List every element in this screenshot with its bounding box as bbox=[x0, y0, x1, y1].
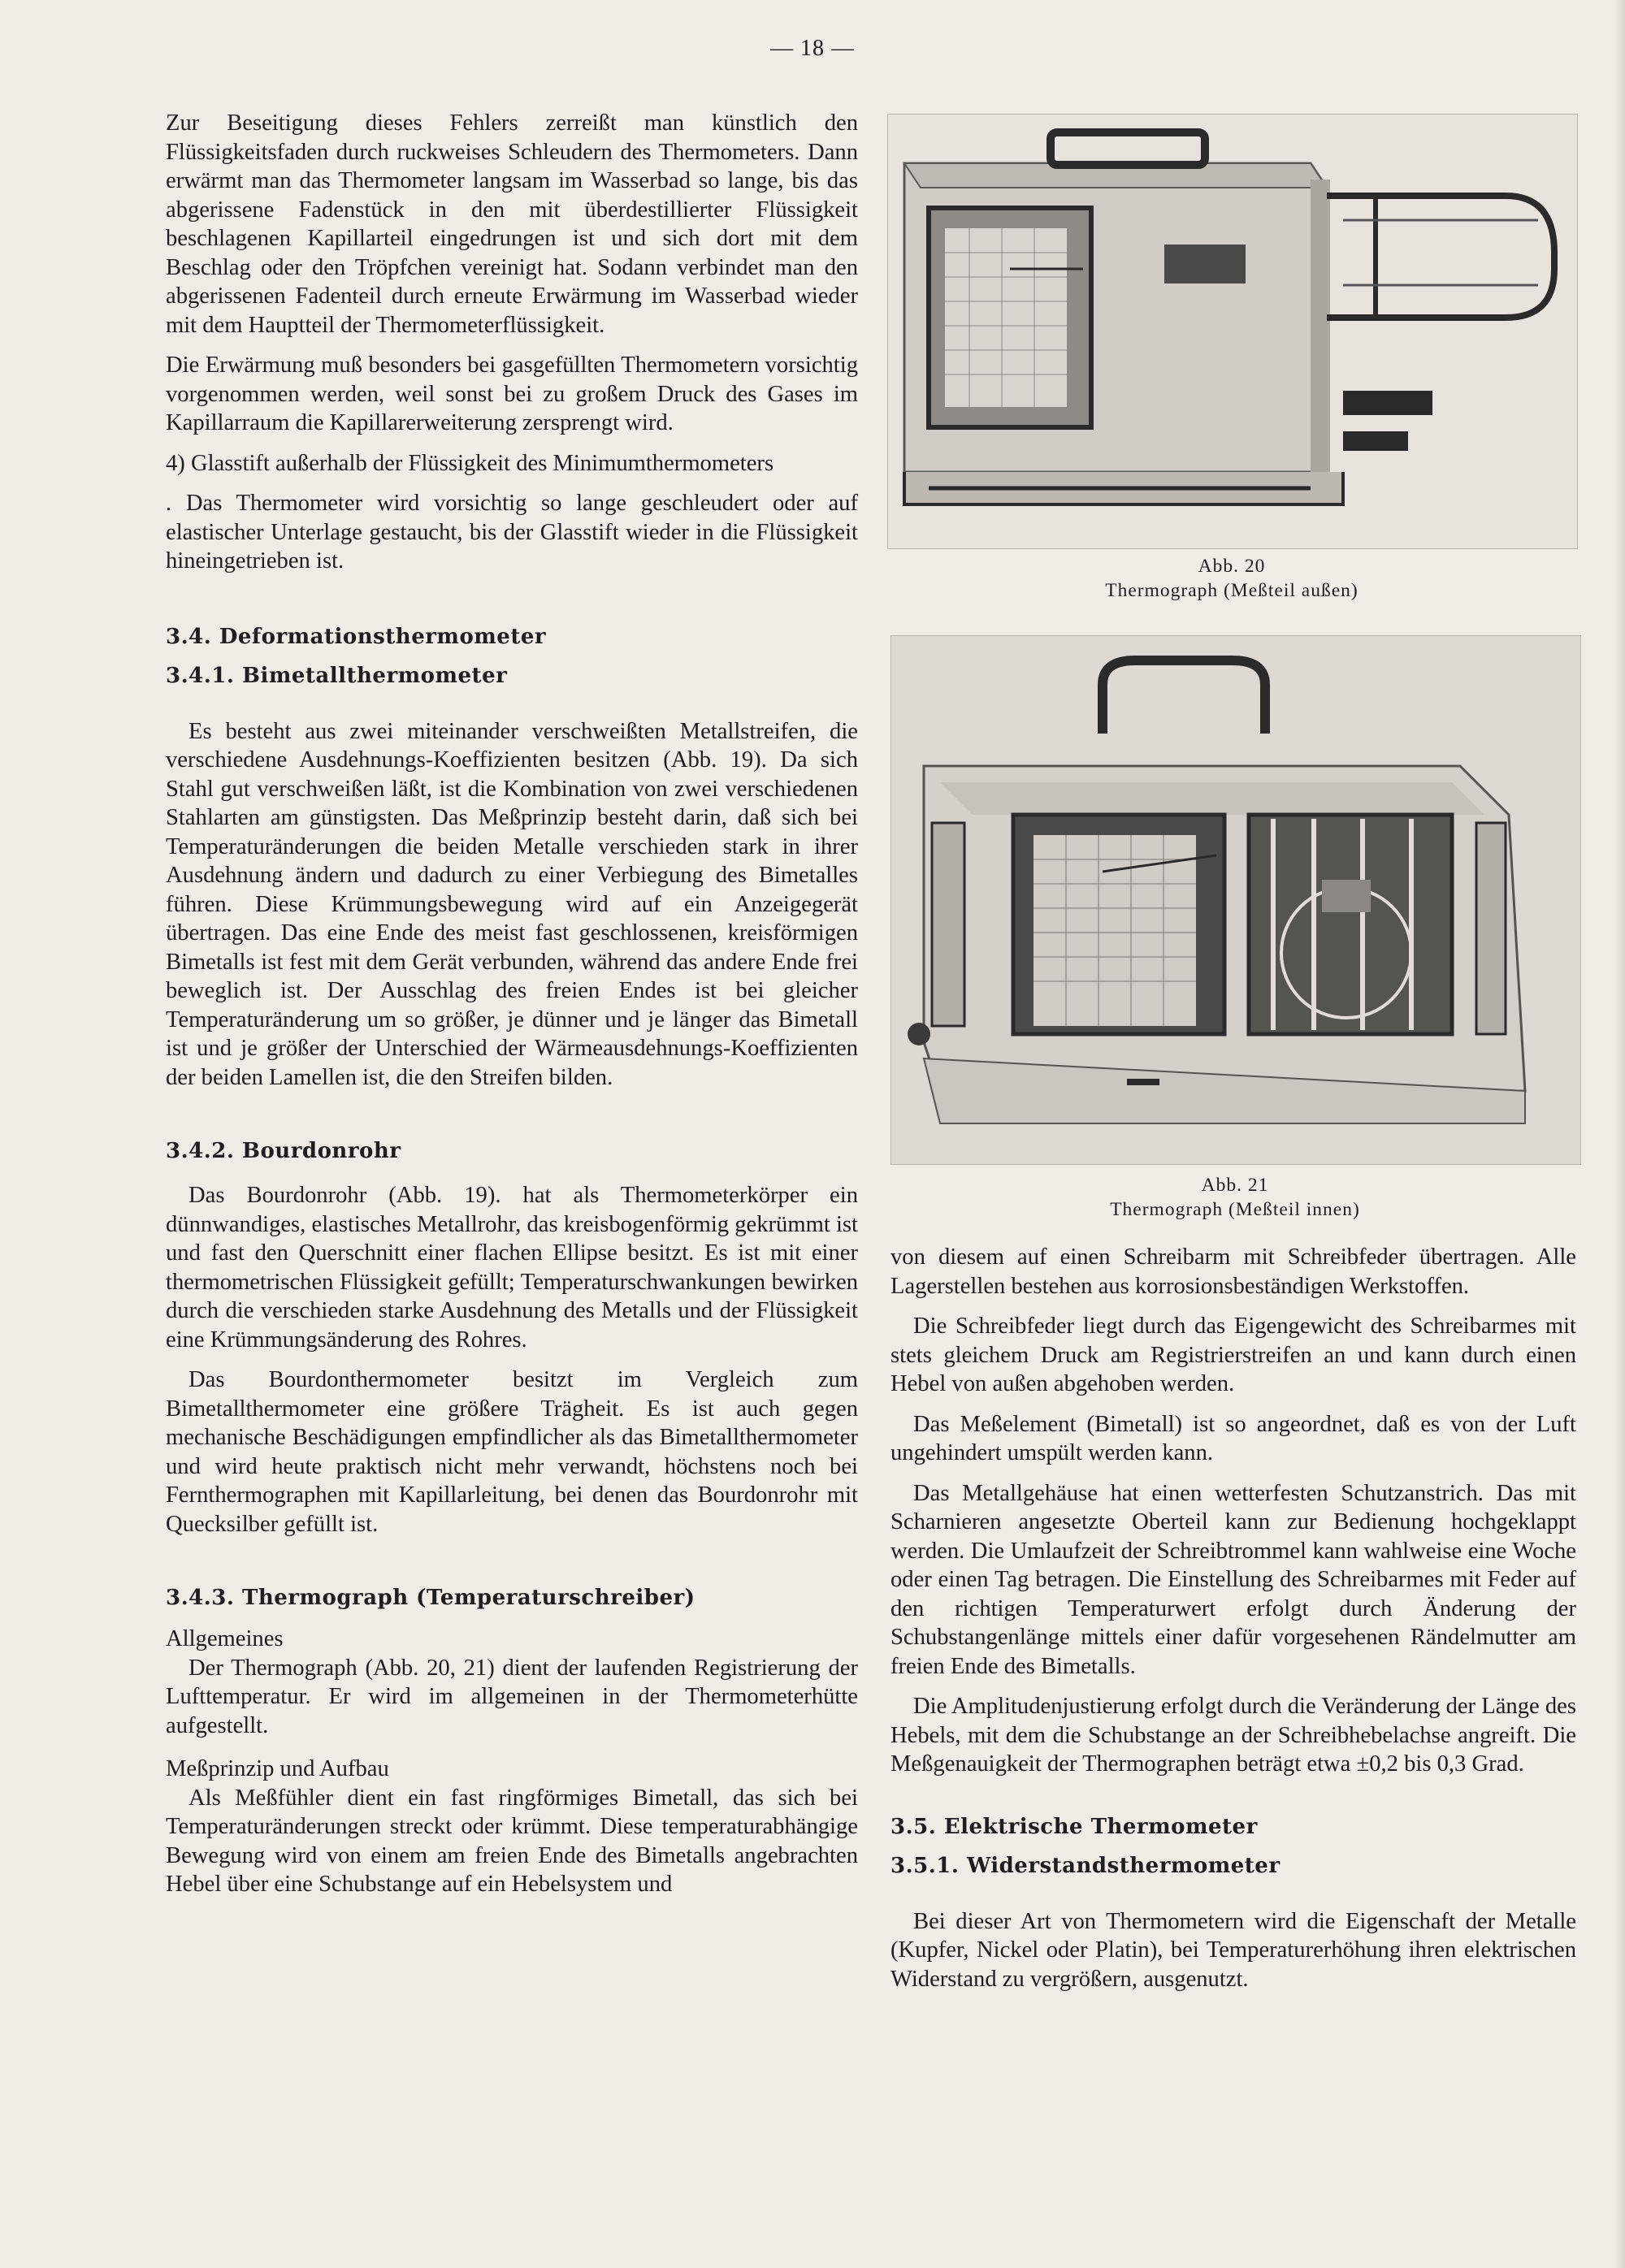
subheading-messprinzip: Meßprinzip und Aufbau bbox=[166, 1756, 389, 1781]
paragraph-glasstift: . Das Thermometer wird vorsichtig so lange geschleudert oder auf elastischer Unterlage gestaucht, bis der Glasstift wieder in die Flüssigkeit hineingetrieben ist. bbox=[166, 491, 858, 573]
paragraph-amplitude: Die Amplitudenjustierung erfolgt durch die Veränderung der Länge des Hebels, mit dem die Schubstange an der Schreibhebelachse angreift. Die Meßgenauigkeit der Thermographen beträgt etwa ±0,2 bis 0,3 Grad. bbox=[890, 1694, 1576, 1777]
right-column bbox=[890, 1243, 1576, 1993]
list-item-glasstift: 4) Glasstift außerhalb der Flüssigkeit des Minimumthermometers bbox=[166, 450, 774, 476]
paragraph-bourdon-1: Das Bourdonrohr (Abb. 19). hat als Thermometerkörper ein dünnwandiges, elastisches Metallrohr, das kreisbogenförmig gekrümmt ist und fast den Querschnitt einer flachen Ellipse besitzt. Es ist mit einer thermometrischen Flüssigkeit gefüllt; Temperaturschwankungen bewirken durch die verschieden starke Ausdehnung des Metalls und der Flüssigkeit eine Krümmungsänderung des Rohres. bbox=[166, 1183, 858, 1353]
figure-21-caption bbox=[890, 1173, 1580, 1222]
heading-elektrische-thermometer: 3.5. Elektrische Thermometer bbox=[890, 1814, 1258, 1839]
thermograph-photo-inside bbox=[890, 635, 1581, 1165]
paragraph-erwaermung: Die Erwärmung muß besonders bei gasgefüllten Thermometern vorsichtig vorgenommen werden, weil sonst bei zu großem Druck des Gases im Kapillarraum die Kapillarerweiterung zersprengt wird. bbox=[166, 353, 858, 435]
paragraph-fehler: Zur Beseitigung dieses Fehlers zerreißt man künstlich den Flüssigkeitsfaden durch ruckweises Schleudern des Thermometers. Dann erwärmt man das Thermometer langsam im Wasserbad so lange, bis das abgerissene Fadenstück in den mit überdestillierter Flüssigkeit beschlagenen Kapillarteil eingedrungen ist und sich dort mit dem Beschlag oder den Tröpfchen vereinigt hat. Sodann verbindet man den abgerissenen Fadenteil durch erneute Erwärmung im Wasserbad wieder mit dem Hauptteil der Thermometerflüssigkeit. bbox=[166, 110, 858, 338]
figure-21-title: Thermograph (Meßteil innen) bbox=[1110, 1199, 1360, 1220]
figure-20-caption bbox=[887, 554, 1576, 603]
figure-20-label: Abb. 20 bbox=[1198, 556, 1266, 577]
paragraph-messelement: Das Meßelement (Bimetall) ist so angeordnet, daß es von der Luft ungehindert umspült werden kann. bbox=[890, 1411, 1576, 1465]
paragraph-bourdon-2: Das Bourdonthermometer besitzt im Vergleich zum Bimetallthermometer eine größere Trägheit. Es ist auch gegen mechanische Beschädigungen empfindlicher als das Bimetallthermometer und wird heute praktisch nicht mehr verwandt, höchstens noch bei Fernthermographen mit Kapillarleitung, bei denen das Bourdonrohr mit Quecksilber gefüllt ist. bbox=[166, 1367, 858, 1537]
left-column bbox=[166, 109, 858, 1899]
paragraph-allgemeines: Der Thermograph (Abb. 20, 21) dient der laufenden Registrierung der Lufttemperatur. Er wird im allgemeinen in der Thermometerhütte aufgestellt. bbox=[166, 1655, 858, 1738]
subheading-allgemeines: Allgemeines bbox=[166, 1626, 284, 1651]
heading-deformationsthermometer: 3.4. Deformationsthermometer bbox=[166, 624, 547, 649]
figure-21-label: Abb. 21 bbox=[1201, 1175, 1269, 1196]
heading-bourdonrohr: 3.4.2. Bourdonrohr bbox=[166, 1139, 401, 1163]
paragraph-gehaeuse: Das Metallgehäuse hat einen wetterfesten Schutzanstrich. Das mit Scharnieren angesetzte Oberteil kann zur Bedienung hochgeklappt werden. Die Umlaufzeit der Schreibtrommel kann wahlweise eine Woche oder einen Tag betragen. Die Einstellung des Schreibarmes mit Feder auf den richtigen Temperaturwert erfolgt durch Änderung der Schubstangenlänge mittels einer dafür vorgesehenen Rändelmutter am freien Ende des Bimetalls. bbox=[890, 1480, 1576, 1679]
paragraph-messprinzip: Als Meßfühler dient ein fast ringförmiges Bimetall, das sich bei Temperaturänderungen streckt oder krümmt. Diese temperaturabhängige Bewegung wird von einem am freien Ende des Bimetalls angebrachten Hebel über eine Schubstange auf ein Hebelsystem und bbox=[166, 1785, 858, 1897]
page-edge-shadow bbox=[1614, 0, 1625, 2268]
heading-widerstandsthermometer: 3.5.1. Widerstandsthermometer bbox=[890, 1853, 1280, 1878]
paragraph-bimetall: Es besteht aus zwei miteinander verschweißten Metallstreifen, die verschiedene Ausdehnungs-Koeffizienten besitzen (Abb. 19). Da sich Stahl gut verschweißen läßt, ist die Kombination von zwei verschiedenen Stahlarten am günstigsten. Das Meßprinzip besteht darin, daß sich bei Temperaturänderungen die beiden Metalle verschieden stark in ihrer Ausdehnung ändern und dadurch zu einer Verbiegung des Bimetalles führen. Diese Krümmungsbewegung wird auf ein Anzeigegerät übertragen. Das eine Ende des meist fast geschlossenen, kreisförmigen Bimetalls ist fest mit dem Gerät verbunden, während das andere Ende frei beweglich ist. Der Ausschlag des freien Endes ist bei gleicher Temperaturänderung um so größer, je dünner und je länger das Bimetall ist und je größer der Unterschied der Wärmeausdehnungs-Koeffizienten der beiden Lamellen ist, die den Streifen bilden. bbox=[166, 718, 858, 1090]
heading-bimetallthermometer: 3.4.1. Bimetallthermometer bbox=[166, 663, 508, 688]
thermograph-photo-outside bbox=[887, 114, 1578, 549]
heading-thermograph: 3.4.3. Thermograph (Temperaturschreiber) bbox=[166, 1586, 696, 1610]
paragraph-widerstand: Bei dieser Art von Thermometern wird die Eigenschaft der Metalle (Kupfer, Nickel oder Platin), bei Temperaturerhöhung ihren elektrischen Widerstand zu vergrößern, ausgenutzt. bbox=[890, 1908, 1576, 1992]
figure-20-title: Thermograph (Meßteil außen) bbox=[1105, 580, 1358, 601]
page-number: — 18 — bbox=[770, 36, 855, 61]
thermograph-inside-illustration bbox=[891, 636, 1580, 1164]
paragraph-schreibarm: von diesem auf einen Schreibarm mit Schreibfeder übertragen. Alle Lagerstellen bestehen aus korrosionsbeständigen Werkstoffen. bbox=[890, 1244, 1576, 1299]
thermograph-outside-illustration bbox=[888, 115, 1577, 548]
paragraph-schreibfeder: Die Schreibfeder liegt durch das Eigengewicht des Schreibarmes mit stets gleichem Druck am Registrierstreifen an und kann durch einen Hebel von außen abgehoben werden. bbox=[890, 1314, 1576, 1396]
